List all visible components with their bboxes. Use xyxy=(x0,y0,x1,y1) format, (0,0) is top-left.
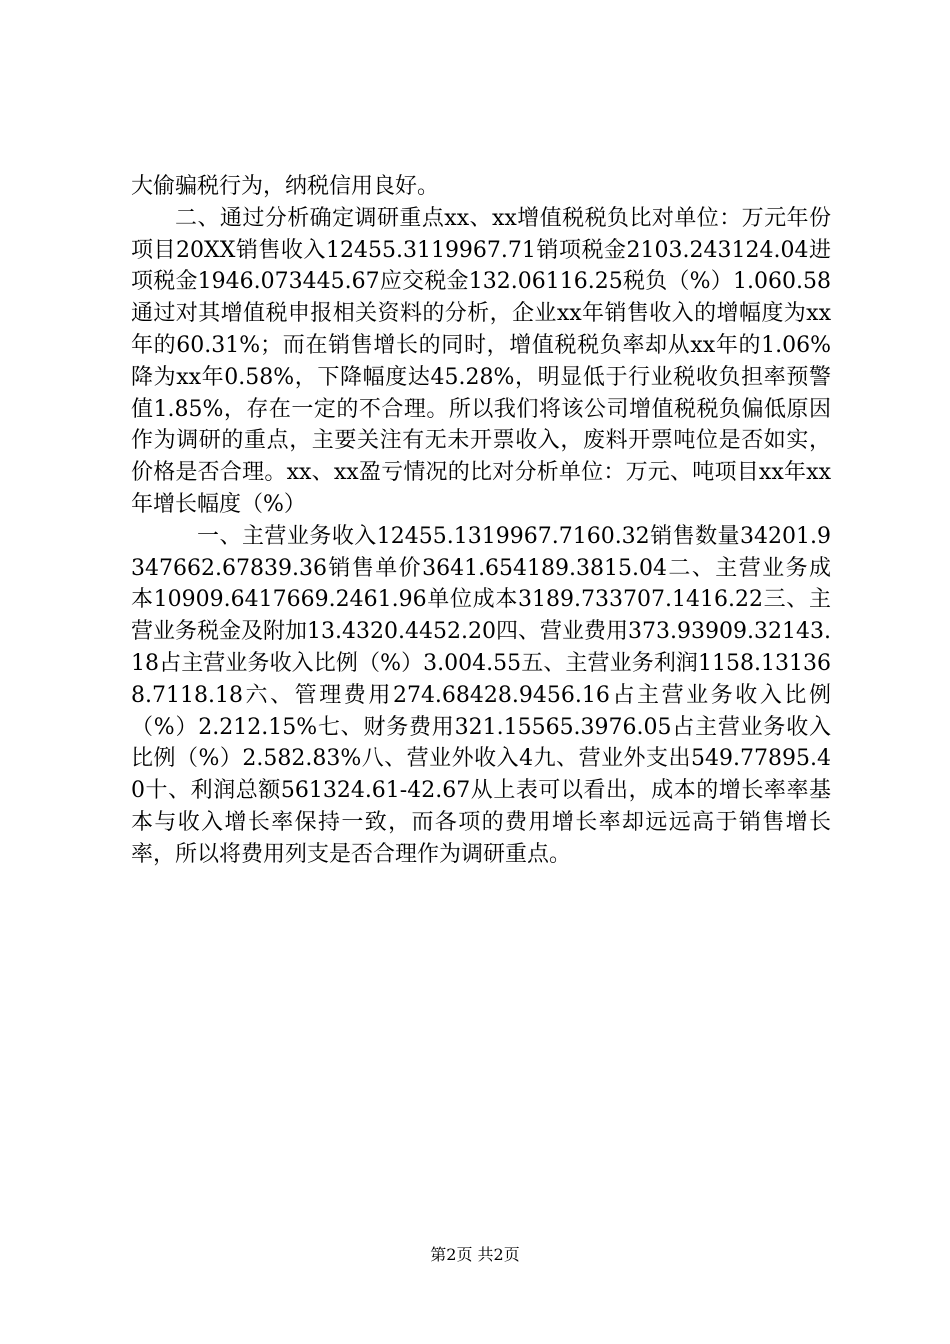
paragraph-1: 大偷骗税行为，纳税信用良好。 xyxy=(131,174,440,199)
document-body xyxy=(131,171,831,871)
paragraph-3: 一、主营业务收入12455.1319967.7160.32销售数量34201.9347662.67839.36销售单价3641.654189.3815.04二、主营业务成本10909.6417669.2461.96单位成本3189.733707.1416.22三、主营业务税金及附加13.4320.4452.20四、营业费用373.93909.32143.18占主营业务收入比例（%）3.004.55五、主营业务利润1158.131368.7118.18六、管理费用274.68428.9456.16占主营业务收入比例（%）2.212.15%七、财务费用321.15565.3976.05占主营业务收入比例（%）2.582.83%八、营业外收入4九、营业外支出549.77895.40十、利润总额561324.61-42.67从上表可以看出，成本的增长率率基本与收入增长率保持一致，而各项的费用增长率却远远高于销售增长率，所以将费用列支是否合理作为调研重点。 xyxy=(131,523,831,867)
page-number-label: 第2页 共2页 xyxy=(430,1245,520,1264)
page-footer xyxy=(0,1244,950,1266)
paragraph-2: 二、通过分析确定调研重点xx、xx增值税税负比对单位：万元年份项目20XX销售收入12455.3119967.71销项税金2103.243124.04进项税金1946.073445.67应交税金132.06116.25税负（%）1.060.58通过对其增值税申报相关资料的分析，企业xx年销售收入的增幅度为xx年的60.31%；而在销售增长的同时，增值税税负率却从xx年的1.06%降为xx年0.58%，下降幅度达45.28%，明显低于行业税收负担率预警值1.85%，存在一定的不合理。所以我们将该公司增值税税负偏低原因作为调研的重点，主要关注有无未开票收入，废料开票吨位是否如实，价格是否合理。xx、xx盈亏情况的比对分析单位：万元、吨项目xx年xx年增长幅度（%） xyxy=(131,205,831,517)
